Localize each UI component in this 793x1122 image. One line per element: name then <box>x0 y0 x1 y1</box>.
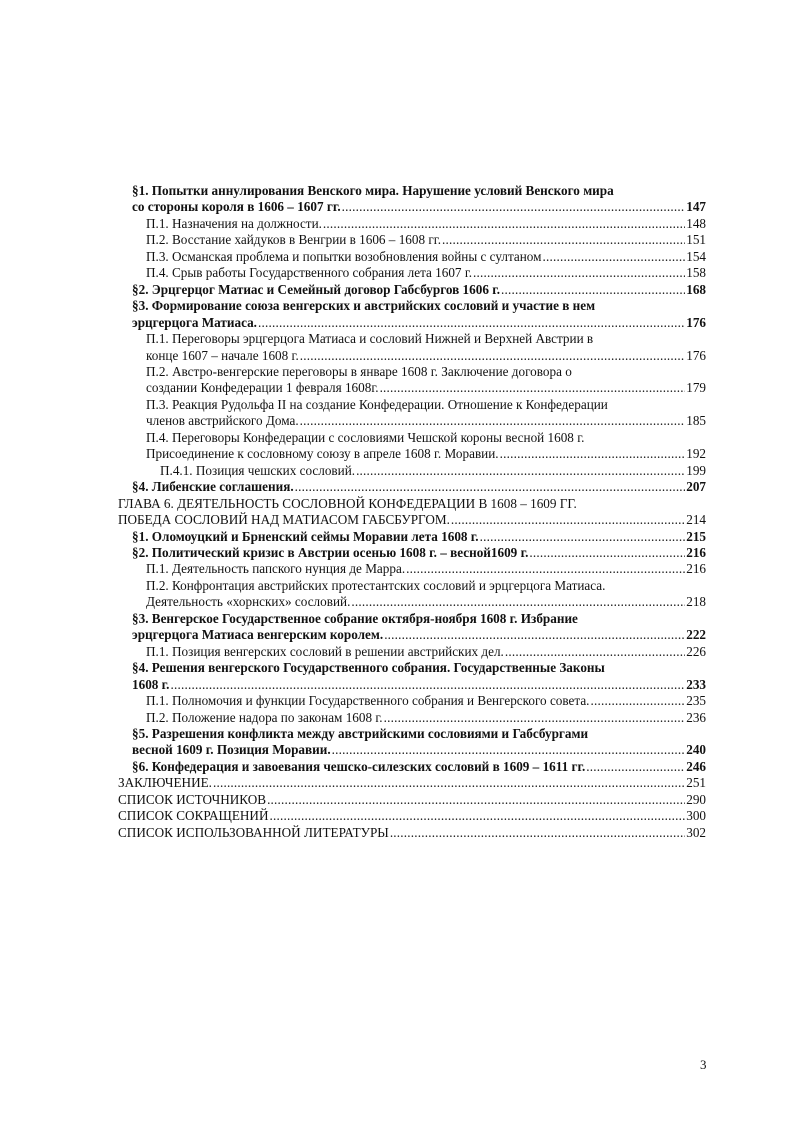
toc-page-number: 251 <box>686 775 706 791</box>
toc-entry-title: П.2. Австро-венгерские переговоры в январе 1608 г. Заключение договора о <box>146 363 572 379</box>
toc-page-number: 218 <box>686 594 706 610</box>
toc-entry-title: §5. Разрешения конфликта между австрийскими сословиями и Габсбургами <box>132 725 589 741</box>
toc-page-number: 240 <box>686 742 706 758</box>
toc-page-number: 300 <box>686 808 706 824</box>
toc-page-number: 236 <box>686 709 706 725</box>
toc-entry-title: членов австрийского Дома. <box>146 413 299 429</box>
toc-entry-title: весной 1609 г. Позиция Моравии. <box>132 742 331 758</box>
toc-entry[interactable] <box>118 759 706 775</box>
toc-page-number: 151 <box>686 232 706 248</box>
page-number: 3 <box>700 1057 707 1072</box>
toc-entry[interactable] <box>118 364 706 397</box>
toc-page-number: 168 <box>686 281 706 297</box>
toc-page-number: 158 <box>686 265 706 281</box>
toc-page-number: 290 <box>686 791 706 807</box>
toc-entry-title: создании Конфедерации 1 февраля 1608г. <box>146 380 379 396</box>
toc-page-number: 233 <box>686 676 706 692</box>
toc-entry-title: П.4. Переговоры Конфедерации с сословиями Чешской короны весной 1608 г. <box>146 429 585 445</box>
toc-page-number: 154 <box>686 248 706 264</box>
toc-page-number: 192 <box>686 446 706 462</box>
toc-page-number: 216 <box>686 561 706 577</box>
toc-entry-title: конце 1607 – начале 1608 г. <box>146 347 299 363</box>
toc-entry-title: СПИСОК СОКРАЩЕНИЙ <box>118 808 269 824</box>
toc-entry-title: §2. Эрцгерцог Матиас и Семейный договор Габсбургов 1606 г. <box>132 281 501 297</box>
toc-entry[interactable] <box>118 529 706 545</box>
toc-entry[interactable] <box>118 660 706 693</box>
table-of-contents <box>118 183 706 841</box>
toc-page-number: 216 <box>686 544 706 560</box>
toc-entry[interactable] <box>118 775 706 791</box>
toc-entry[interactable] <box>118 331 706 364</box>
toc-page-number: 147 <box>686 199 706 215</box>
toc-entry[interactable] <box>118 282 706 298</box>
toc-entry-title: П.1. Деятельность папского нунция де Марра. <box>146 561 406 577</box>
toc-entry-title: §4. Решения венгерского Государственного собрания. Государственные Законы <box>132 660 605 676</box>
toc-entry-title: Присоединение к сословному союзу в апреле 1608 г. Моравии. <box>146 446 499 462</box>
toc-entry-title: П.1. Позиция венгерских сословий в решении австрийских дел. <box>146 643 504 659</box>
toc-entry-title: П.4.1. Позиция чешских сословий. <box>160 462 356 478</box>
toc-entry[interactable] <box>118 545 706 561</box>
toc-entry-title: П.2. Положение надора по законам 1608 г. <box>146 709 383 725</box>
toc-entry[interactable] <box>118 808 706 824</box>
toc-page-number: 207 <box>686 479 706 495</box>
toc-entry-title: 1608 г. <box>132 676 170 692</box>
toc-page-number: 179 <box>686 380 706 396</box>
toc-entry-title: §1. Попытки аннулирования Венского мира. Нарушение условий Венского мира <box>132 183 614 198</box>
toc-page-number: 176 <box>686 347 706 363</box>
toc-entry[interactable] <box>118 578 706 611</box>
toc-entry-title: П.1. Назначения на должности. <box>146 215 322 231</box>
toc-entry-title: П.3. Османская проблема и попытки возобновления войны с султаном <box>146 248 542 264</box>
toc-entry[interactable] <box>118 397 706 430</box>
toc-page-number: 222 <box>686 627 706 643</box>
toc-entry-title: §6. Конфедерация и завоевания чешско-силезских сословий в 1609 – 1611 гг. <box>132 758 586 774</box>
toc-page-number: 226 <box>686 643 706 659</box>
toc-entry[interactable] <box>118 693 706 709</box>
toc-entry[interactable] <box>118 232 706 248</box>
toc-entry[interactable] <box>118 216 706 232</box>
toc-entry-title: П.2. Конфронтация австрийских протестантских сословий и эрцгерцога Матиаса. <box>146 577 606 593</box>
toc-page-number: 185 <box>686 413 706 429</box>
toc-entry-title: П.3. Реакция Рудольфа II на создание Конфедерации. Отношение к Конфедерации <box>146 396 608 412</box>
toc-entry[interactable] <box>118 430 706 463</box>
toc-entry[interactable] <box>118 644 706 660</box>
toc-page-number: 176 <box>686 314 706 330</box>
toc-entry[interactable] <box>118 183 706 216</box>
toc-entry-title: §2. Политический кризис в Австрии осенью 1608 г. – весной1609 г. <box>132 544 529 560</box>
toc-entry[interactable] <box>118 792 706 808</box>
toc-entry[interactable] <box>118 265 706 281</box>
toc-entry-title: СПИСОК ИСПОЛЬЗОВАННОЙ ЛИТЕРАТУРЫ <box>118 824 389 840</box>
toc-entry-title: §3. Формирование союза венгерских и австрийских сословий и участие в нем <box>132 298 596 314</box>
toc-entry-title: СПИСОК ИСТОЧНИКОВ <box>118 791 267 807</box>
toc-entry-title: эрцгерцога Матиаса. <box>132 314 257 330</box>
toc-page-number: 214 <box>686 512 706 528</box>
toc-page-number: 246 <box>686 758 706 774</box>
toc-entry[interactable] <box>118 710 706 726</box>
toc-entry[interactable] <box>118 249 706 265</box>
toc-page-number: 302 <box>686 824 706 840</box>
toc-entry-title: П.4. Срыв работы Государственного собрания лета 1607 г. <box>146 265 473 281</box>
toc-entry[interactable] <box>118 479 706 495</box>
toc-page-number: 215 <box>686 528 706 544</box>
toc-entry[interactable] <box>118 496 706 529</box>
toc-page-number: 199 <box>686 462 706 478</box>
toc-entry-title: П.1. Переговоры эрцгерцога Матиаса и сословий Нижней и Верхней Австрии в <box>146 331 594 347</box>
toc-entry-title: эрцгерцога Матиаса венгерским королем. <box>132 627 384 643</box>
toc-entry[interactable] <box>118 611 706 644</box>
toc-entry[interactable] <box>118 463 706 479</box>
toc-entry-title: со стороны короля в 1606 – 1607 гг. <box>132 199 341 215</box>
toc-entry-title: П.1. Полномочия и функции Государственного собрания и Венгерского совета. <box>146 693 590 709</box>
toc-entry-title: §3. Венгерское Государственное собрание октября-ноября 1608 г. Избрание <box>132 610 578 626</box>
toc-entry-title: ГЛАВА 6. ДЕЯТЕЛЬНОСТЬ СОСЛОВНОЙ КОНФЕДЕРАЦИИ В 1608 – 1609 ГГ. <box>118 495 577 511</box>
toc-entry-title: Деятельность «хорнских» сословий. <box>146 594 351 610</box>
toc-entry-title: §1. Оломоуцкий и Брненский сеймы Моравии лета 1608 г. <box>132 528 479 544</box>
toc-entry[interactable] <box>118 561 706 577</box>
toc-entry[interactable] <box>118 825 706 841</box>
toc-entry[interactable] <box>118 726 706 759</box>
toc-entry-title: ЗАКЛЮЧЕНИЕ. <box>118 775 212 791</box>
toc-entry-title: П.2. Восстание хайдуков в Венгрии в 1606 – 1608 гг. <box>146 232 441 248</box>
toc-page-number: 235 <box>686 693 706 709</box>
toc-page-number: 148 <box>686 215 706 231</box>
toc-entry-title: ПОБЕДА СОСЛОВИЙ НАД МАТИАСОМ ГАБСБУРГОМ. <box>118 512 450 528</box>
toc-entry-title: §4. Либенские соглашения. <box>132 479 294 495</box>
toc-entry[interactable] <box>118 298 706 331</box>
